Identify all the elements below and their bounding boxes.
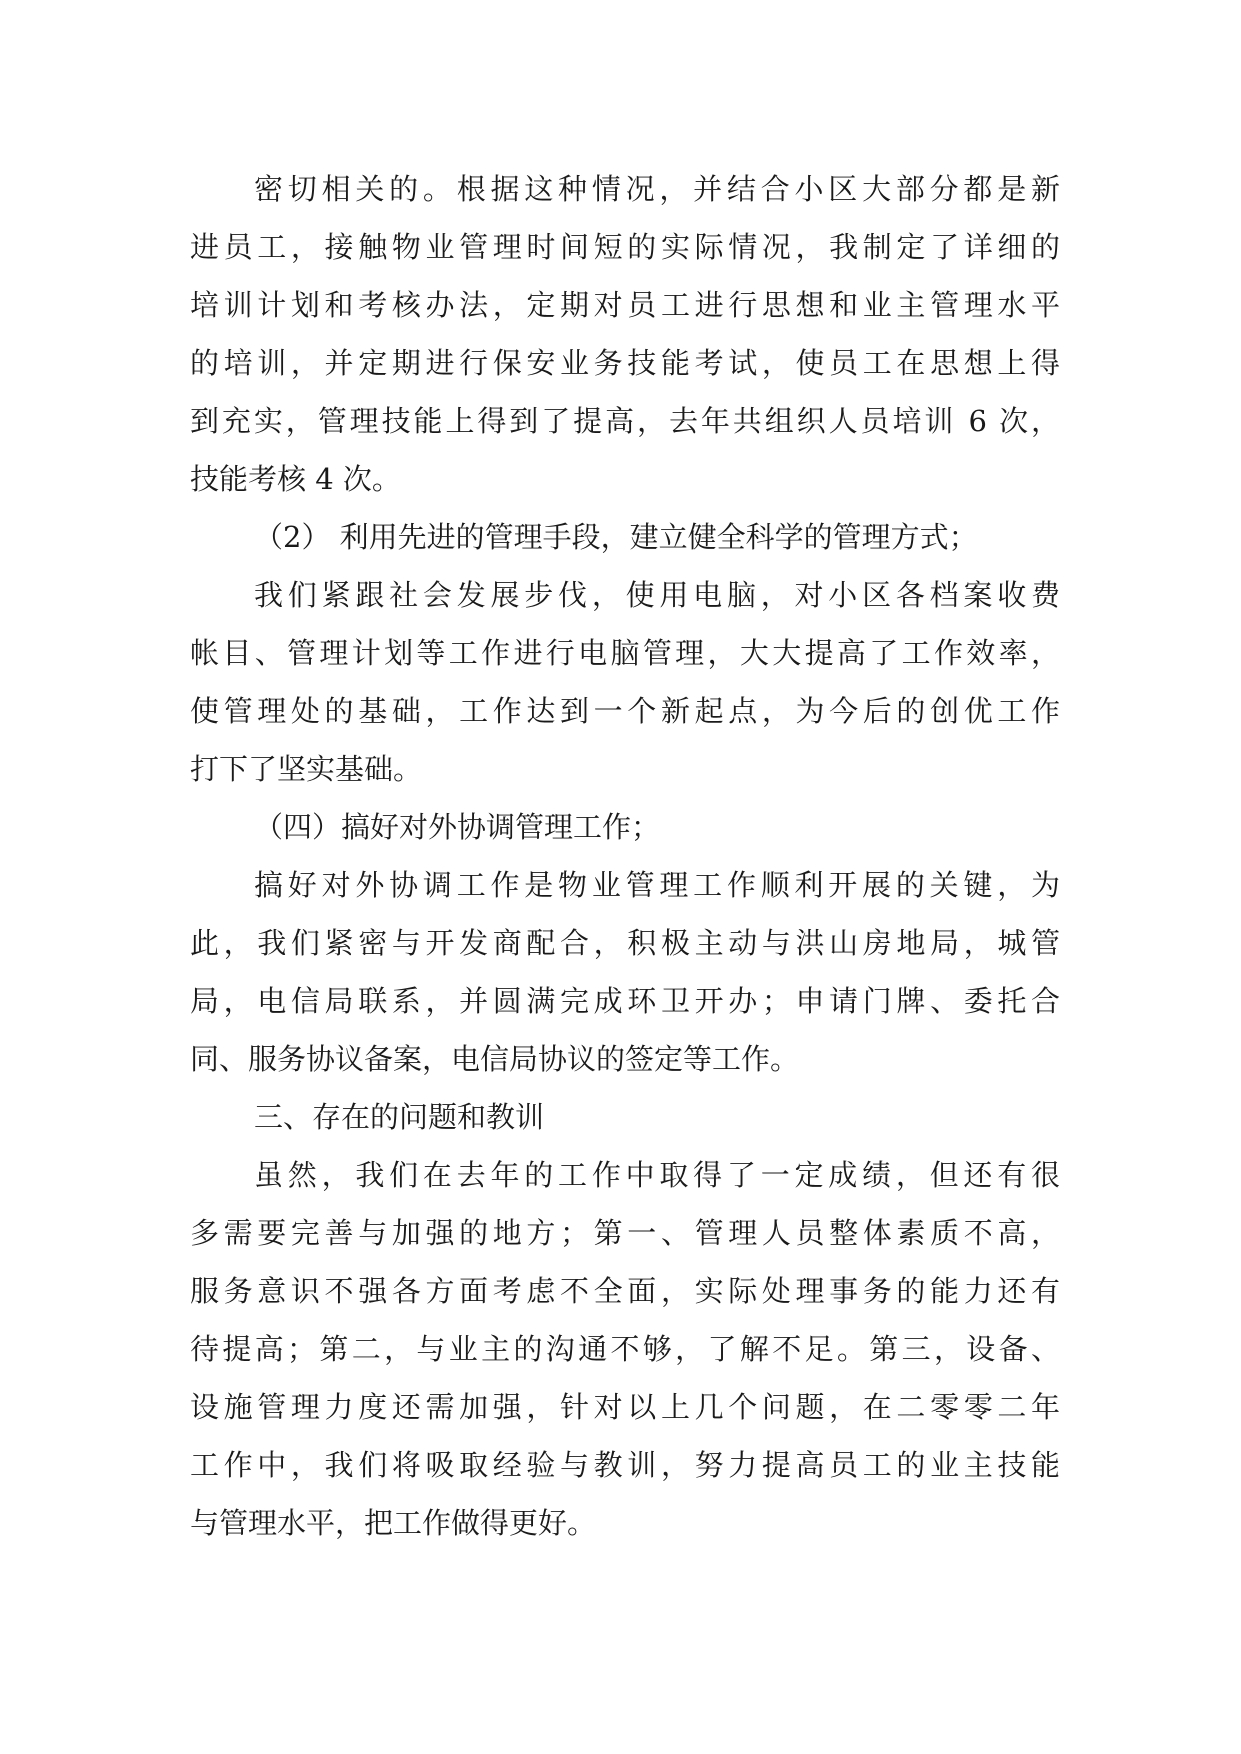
paragraph-line: 同、服务协议备案，电信局协议的签定等工作。 xyxy=(190,1042,800,1076)
paragraph-line: 到充实，管理技能上得到了提高，去年共组织人员培训 6 次， xyxy=(190,404,1060,438)
paragraph-line: 打下了坚实基础。 xyxy=(190,752,423,786)
paragraph-line: 进员工，接触物业管理时间短的实际情况，我制定了详细的 xyxy=(190,230,1060,264)
paragraph-line: 我们紧跟社会发展步伐，使用电脑，对小区各档案收费 xyxy=(254,578,1060,612)
section-heading: （2） 利用先进的管理手段，建立健全科学的管理方式； xyxy=(254,520,978,554)
section-heading: 三、存在的问题和教训 xyxy=(254,1100,545,1134)
paragraph-line: 服务意识不强各方面考虑不全面，实际处理事务的能力还有 xyxy=(190,1274,1060,1308)
paragraph-line: 与管理水平，把工作做得更好。 xyxy=(190,1506,597,1540)
paragraph-line: 帐目、管理计划等工作进行电脑管理，大大提高了工作效率， xyxy=(190,636,1060,670)
paragraph-line: 设施管理力度还需加强，针对以上几个问题，在二零零二年 xyxy=(190,1390,1060,1424)
paragraph-line: 虽然，我们在去年的工作中取得了一定成绩，但还有很 xyxy=(254,1158,1060,1192)
section-heading: （四）搞好对外协调管理工作； xyxy=(254,810,661,844)
paragraph-line: 此，我们紧密与开发商配合，积极主动与洪山房地局，城管 xyxy=(190,926,1060,960)
paragraph-line: 工作中，我们将吸取经验与教训，努力提高员工的业主技能 xyxy=(190,1448,1060,1482)
paragraph-line: 局，电信局联系，并圆满完成环卫开办；申请门牌、委托合 xyxy=(190,984,1060,1018)
paragraph-line: 多需要完善与加强的地方；第一、管理人员整体素质不高， xyxy=(190,1216,1060,1250)
paragraph-line: 使管理处的基础，工作达到一个新起点，为今后的创优工作 xyxy=(190,694,1060,728)
body-text xyxy=(190,160,1060,1552)
paragraph-line: 培训计划和考核办法，定期对员工进行思想和业主管理水平 xyxy=(190,288,1060,322)
paragraph-line: 的培训，并定期进行保安业务技能考试，使员工在思想上得 xyxy=(190,346,1060,380)
paragraph-line: 待提高；第二，与业主的沟通不够，了解不足。第三，设备、 xyxy=(190,1332,1060,1366)
paragraph-line: 技能考核 4 次。 xyxy=(190,462,401,496)
paragraph-line: 密切相关的。根据这种情况，并结合小区大部分都是新 xyxy=(254,172,1060,206)
paragraph-line: 搞好对外协调工作是物业管理工作顺利开展的关键，为 xyxy=(254,868,1060,902)
